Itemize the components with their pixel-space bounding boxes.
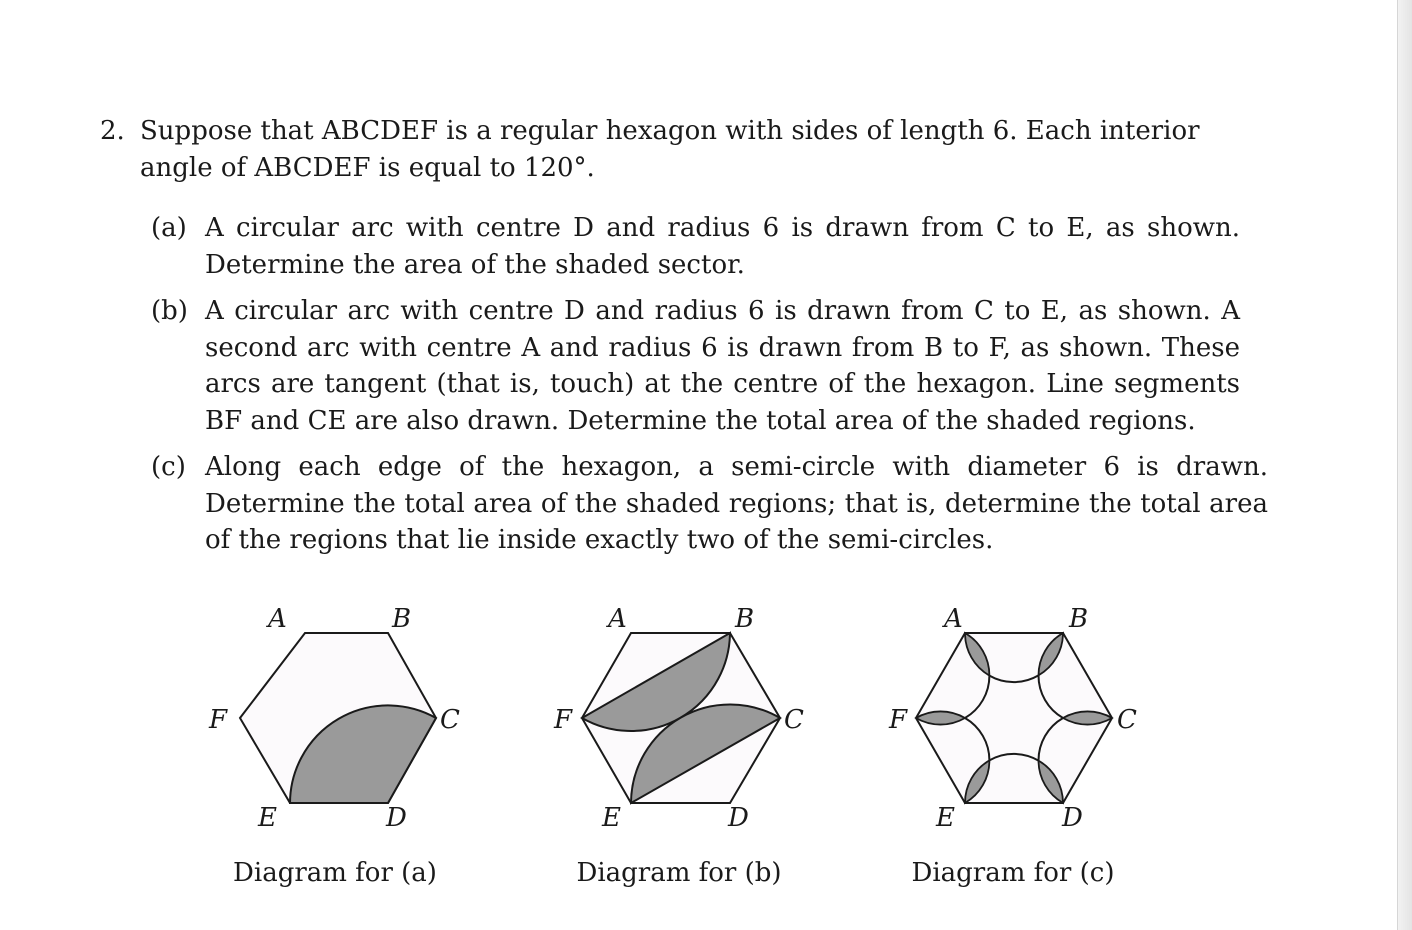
diagram-c-svg <box>848 600 1178 860</box>
vertex-label-e: E <box>258 803 277 833</box>
part-b-label: (b) <box>151 296 188 326</box>
diagram-a-caption: Diagram for (a) <box>233 858 437 888</box>
part-c <box>100 449 1268 559</box>
problem-stem <box>100 113 1240 186</box>
vertex-label-c: C <box>440 705 460 735</box>
diagram-c-caption: Diagram for (c) <box>911 858 1115 888</box>
vertex-label-a: A <box>944 604 963 634</box>
problem-2 <box>100 113 1268 569</box>
diagram-b-svg <box>514 600 844 860</box>
vertex-label-f: F <box>554 705 573 735</box>
part-b-text: A circular arc with centre D and radius 6 is drawn from C to E, as shown. A second arc with centre A and radius 6 is drawn from B to F, as shown. These arcs are tangent (that is, touch) at the centre of the hexagon. Line segments BF and CE are also drawn. Determine the total area of the shaded regions. <box>205 296 1240 436</box>
part-a-text: A circular arc with centre D and radius 6 is drawn from C to E, as shown. Determine the area of the shaded sector. <box>205 213 1240 280</box>
vertex-label-d: D <box>386 803 407 833</box>
part-a-label: (a) <box>151 213 187 243</box>
part-a <box>100 210 1240 283</box>
part-c-label: (c) <box>151 452 186 482</box>
diagram-b-caption: Diagram for (b) <box>576 858 782 888</box>
page-edge <box>1397 0 1412 930</box>
vertex-label-f: F <box>209 705 228 735</box>
vertex-label-e: E <box>602 803 621 833</box>
vertex-label-a: A <box>268 604 287 634</box>
vertex-label-c: C <box>1117 705 1137 735</box>
diagram-b <box>514 600 844 900</box>
part-c-text: Along each edge of the hexagon, a semi-circle with diameter 6 is drawn. Determine the total area of the shaded regions; that is, determine the total area of the regions that lie inside exactly two of the semi-circles. <box>205 452 1268 555</box>
vertex-label-b: B <box>1069 604 1089 634</box>
vertex-label-b: B <box>735 604 755 634</box>
diagram-c <box>848 600 1178 900</box>
problem-parts <box>100 210 1268 559</box>
vertex-label-a: A <box>608 604 627 634</box>
diagram-a <box>170 600 500 900</box>
vertex-label-b: B <box>392 604 412 634</box>
vertex-label-f: F <box>889 705 908 735</box>
problem-stem-text: Suppose that ABCDEF is a regular hexagon with sides of length 6. Each interior angle of ABCDEF is equal to 120°. <box>140 116 1200 183</box>
vertex-label-c: C <box>784 705 804 735</box>
vertex-label-d: D <box>728 803 749 833</box>
diagram-a-svg <box>170 600 500 860</box>
vertex-label-e: E <box>936 803 955 833</box>
vertex-label-d: D <box>1062 803 1083 833</box>
part-b <box>100 293 1240 439</box>
problem-number: 2. <box>100 116 125 146</box>
